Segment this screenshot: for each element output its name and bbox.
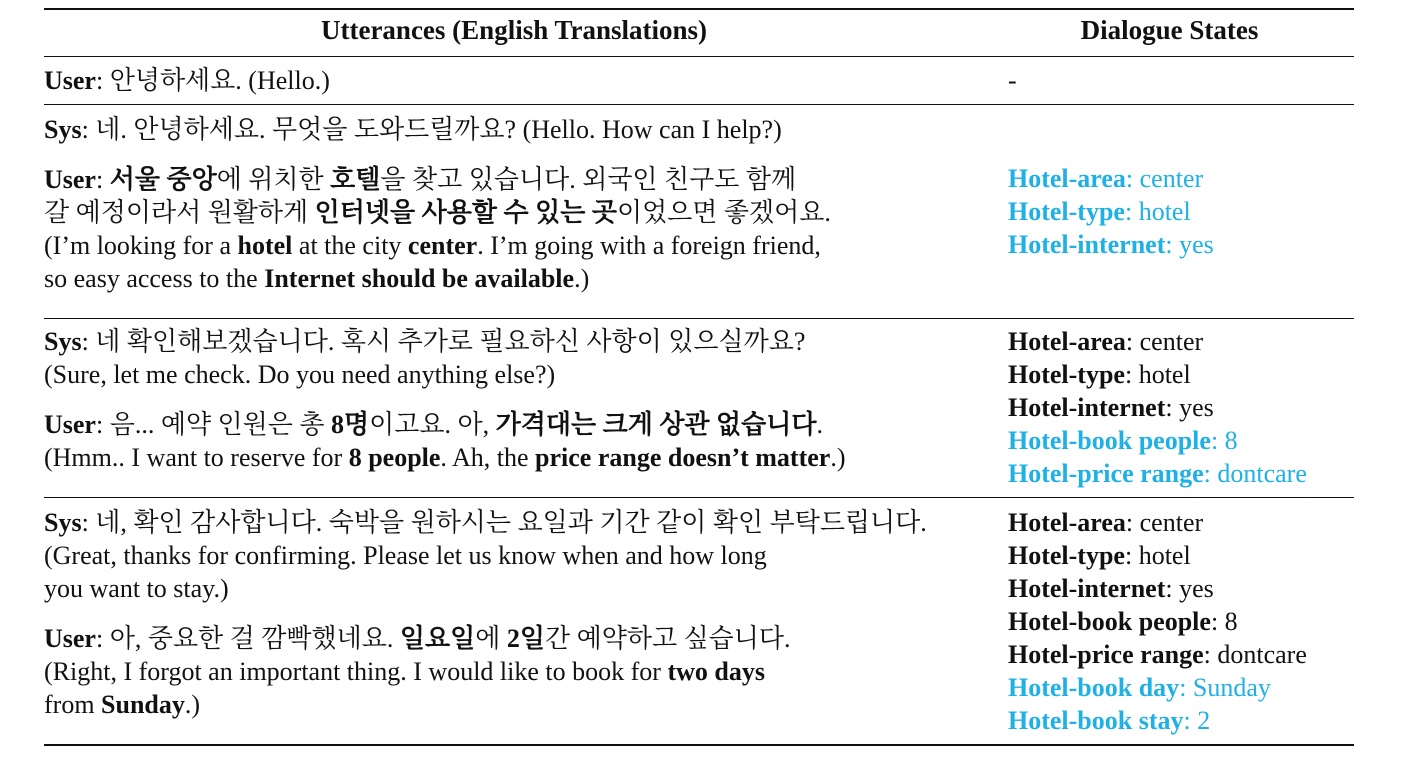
slot-name: Hotel-price range [1008,640,1204,669]
slot-name: Hotel-book people [1008,426,1211,455]
emphasis-text: 가격대는 크게 상관 없습니다 [495,410,817,439]
text-segment: .) [830,443,846,472]
slot-value: : hotel [1124,541,1191,570]
text-segment: 갈 예정이라서 원활하게 [44,198,315,227]
utterance-line [44,506,984,539]
emphasis-text: two days [667,657,765,686]
slot-name: Hotel-price range [1008,459,1204,488]
text-segment: : 아, 중요한 걸 깜빡했네요. [95,624,400,653]
state-line [1008,671,1354,704]
text-segment: . I’m going with a foreign friend, [477,231,821,260]
text-segment: 에 위치한 [216,165,331,194]
text-segment: at the city [292,231,408,260]
utterance-line [44,622,984,655]
text-segment: from [44,690,102,719]
emphasis-text: 인터넷을 사용할 수 있는 곳 [314,198,617,227]
slot-value: : 8 [1210,607,1238,636]
text-segment: 이었으면 좋겠어요. [616,198,831,227]
slot-value: : Sunday [1179,673,1271,702]
slot-name: Hotel-book day [1008,673,1180,702]
slot-name: Hotel-book people [1008,607,1211,636]
text-segment: (Right, I forgot an important thing. I would like to book for [44,657,668,686]
emphasis-text: center [407,231,478,260]
slot-value: : 2 [1183,706,1211,735]
utterances-header: Utterances (English Translations) [320,15,707,45]
utterance-line [44,229,984,262]
state-line [1008,162,1354,195]
utterance-line [44,655,984,688]
utterance-line [44,262,984,295]
text-segment: : 네. 안녕하세요. 무엇을 도와드릴까요? (Hello. How can I help?) [81,115,782,144]
slot-value: - [1008,66,1017,95]
utterance-line [44,113,984,146]
emphasis-text: 8 people [348,443,441,472]
slot-value: : hotel [1124,197,1191,226]
slot-value: : yes [1165,230,1214,259]
speaker-label: Sys [44,115,82,144]
slot-name: Hotel-area [1008,508,1126,537]
state-line [1008,638,1354,671]
slot-value: : center [1125,327,1204,356]
emphasis-text: 8명 [331,410,370,439]
slot-value: : center [1125,164,1204,193]
utterance-line [44,196,984,229]
turn-4-states [1008,506,1354,737]
slot-name: Hotel-internet [1008,393,1166,422]
state-line [1008,457,1354,490]
turn-3-states [1008,325,1354,490]
state-line [1008,704,1354,737]
text-segment: : 네, 확인 감사합니다. 숙박을 원하시는 요일과 기간 같이 확인 부탁드립니다. [81,508,927,537]
speaker-label: User [44,624,96,653]
slot-value: : center [1125,508,1204,537]
slot-name: Hotel-area [1008,164,1126,193]
text-segment: . [816,410,824,439]
slot-name: Hotel-type [1008,197,1125,226]
slot-value: : yes [1165,393,1214,422]
state-line [1008,424,1354,457]
line-spacer [44,391,984,408]
slot-value: : dontcare [1203,640,1307,669]
speaker-label: Sys [44,508,82,537]
utterance-line [44,688,984,721]
slot-name: Hotel-area [1008,327,1126,356]
text-segment: (Sure, let me check. Do you need anything else?) [44,360,556,389]
text-segment: .) [574,264,590,293]
slot-name: Hotel-type [1008,360,1125,389]
state-line [1008,506,1354,539]
slot-name: Hotel-internet [1008,574,1166,603]
emphasis-text: Internet should be available [264,264,575,293]
emphasis-text: hotel [237,231,293,260]
utterance-line [44,163,984,196]
text-segment: . Ah, the [440,443,536,472]
slot-name: Hotel-book stay [1008,706,1184,735]
state-line [1008,391,1354,424]
header-rule [44,56,1354,57]
text-segment: you want to stay.) [44,574,229,603]
state-line [1008,228,1354,261]
slot-name: Hotel-internet [1008,230,1166,259]
text-segment: 간 예약하고 싶습니다. [544,624,791,653]
line-spacer [44,146,984,163]
turn-4-utterance [44,506,984,721]
emphasis-text: 일요일 [399,624,476,653]
row-rule [44,318,1354,319]
state-line [1008,64,1354,97]
slot-value: : dontcare [1203,459,1307,488]
state-line [1008,605,1354,638]
text-segment: .) [184,690,201,719]
state-line [1008,195,1354,228]
emphasis-text: price range doesn’t matter [535,443,831,472]
text-segment: (Hmm.. I want to reserve for [44,443,349,472]
state-line [1008,539,1354,572]
utterance-line [44,408,984,441]
row-rule [44,104,1354,105]
bottom-rule [44,744,1354,746]
text-segment: (I’m looking for a [44,231,238,260]
speaker-label: User [44,165,96,194]
utterance-line [44,539,984,572]
utterance-line [44,64,984,97]
turn-2-utterance [44,113,984,295]
text-segment: 에 [475,624,507,653]
text-segment: : 안녕하세요. (Hello.) [95,66,330,95]
utterance-line [44,572,984,605]
slot-value: : yes [1165,574,1214,603]
text-segment: 을 찾고 있습니다. 외국인 친구도 함께 [380,165,797,194]
utterance-line [44,325,984,358]
slot-value: : hotel [1124,360,1191,389]
dialogue-states-header: Dialogue States [1080,15,1259,45]
emphasis-text: 호텔 [330,165,381,194]
speaker-label: Sys [44,327,82,356]
state-line [1008,572,1354,605]
turn-1-utterance [44,64,984,97]
text-segment: (Great, thanks for confirming. Please let us know when and how long [44,541,767,570]
turn-3-utterance [44,325,984,474]
text-segment: : [95,165,110,194]
utterance-line [44,358,984,391]
line-spacer [44,605,984,622]
slot-value: : 8 [1210,426,1238,455]
turn-2-states [1008,162,1354,261]
top-rule [44,8,1354,10]
turn-1-states [1008,64,1354,97]
text-segment: so easy access to the [44,264,265,293]
slot-name: Hotel-type [1008,541,1125,570]
state-line [1008,358,1354,391]
emphasis-text: 서울 중앙 [109,165,217,194]
emphasis-text: Sunday [101,690,185,719]
text-segment: : 네 확인해보겠습니다. 혹시 추가로 필요하신 사항이 있으실까요? [81,327,806,356]
emphasis-text: 2일 [506,624,545,653]
text-segment: : 음... 예약 인원은 총 [95,410,332,439]
speaker-label: User [44,66,96,95]
row-rule [44,497,1354,498]
speaker-label: User [44,410,96,439]
utterance-line [44,441,984,474]
text-segment: 이고요. 아, [369,410,496,439]
state-line [1008,325,1354,358]
